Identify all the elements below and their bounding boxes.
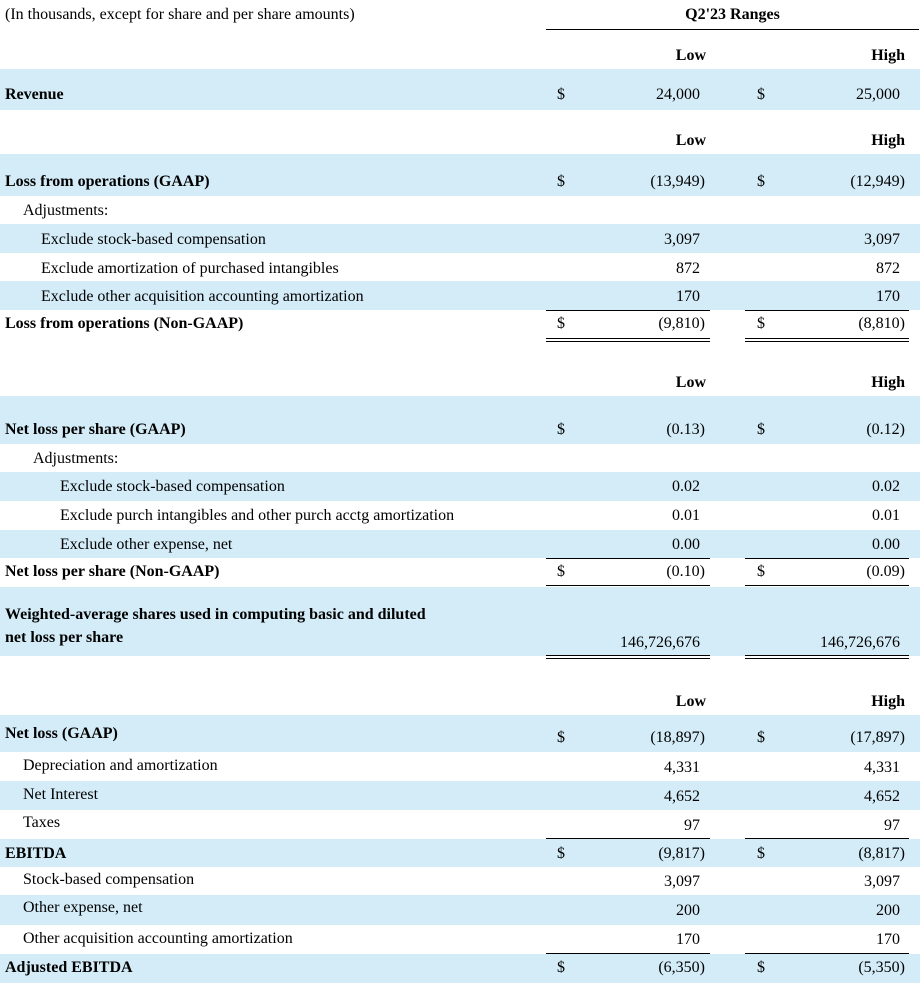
row-label: Weighted-average shares used in computing basic and diluted <box>5 606 426 623</box>
col-header-high: High <box>871 374 905 391</box>
value-high: 170 <box>876 931 900 948</box>
table-row-net-loss-gaap <box>0 715 920 752</box>
value-high: 97 <box>884 817 900 834</box>
currency-symbol: $ <box>557 173 565 190</box>
row-label: Net loss per share (GAAP) <box>5 421 186 438</box>
row-label: Exclude other expense, net <box>60 536 233 553</box>
table-row <box>0 472 920 501</box>
table-row-weighted-shares <box>0 587 920 656</box>
row-label: Exclude stock-based compensation <box>41 231 266 248</box>
currency-symbol: $ <box>557 563 565 580</box>
row-label: Revenue <box>5 86 64 103</box>
table-row-ops-gaap <box>0 154 920 196</box>
col-header-high: High <box>871 132 905 149</box>
table-row <box>0 752 920 781</box>
value-high: 146,726,676 <box>820 634 900 651</box>
row-label: Exclude other acquisition accounting amortization <box>41 288 364 305</box>
currency-symbol: $ <box>757 563 765 580</box>
range-title-rule <box>546 29 919 30</box>
total-double-rule <box>546 338 710 342</box>
value-low: 4,331 <box>664 759 700 776</box>
row-label: Other acquisition accounting amortization <box>23 930 293 947</box>
table-row-eps-non-gaap <box>0 559 920 587</box>
row-label: Depreciation and amortization <box>23 757 218 774</box>
currency-symbol: $ <box>757 173 765 190</box>
value-low: (9,817) <box>658 845 705 862</box>
value-high: 0.02 <box>872 478 900 495</box>
value-low: 97 <box>684 817 700 834</box>
table-row-adjusted-ebitda <box>0 954 920 983</box>
value-high: (5,350) <box>858 959 905 976</box>
table-row <box>0 501 920 530</box>
value-high: 200 <box>876 902 900 919</box>
table-row <box>0 530 920 558</box>
col-header-low: Low <box>675 47 706 64</box>
value-high: 872 <box>876 260 900 277</box>
currency-symbol: $ <box>757 86 765 103</box>
row-label: Stock-based compensation <box>23 871 195 888</box>
row-label: Adjusted EBITDA <box>5 959 133 976</box>
currency-symbol: $ <box>557 421 565 438</box>
table-row-eps-gaap <box>0 396 920 444</box>
value-high: 4,331 <box>864 759 900 776</box>
row-label: Adjustments: <box>33 450 119 467</box>
table-row <box>0 224 920 253</box>
table-row-ops-adjustments-label <box>0 196 920 224</box>
table-row-eps-adjustments-label <box>0 444 920 472</box>
currency-symbol: $ <box>557 315 565 332</box>
col-header-low: Low <box>675 374 706 391</box>
value-low: 170 <box>676 288 700 305</box>
row-label: Net Interest <box>23 786 99 803</box>
value-low: (6,350) <box>658 959 705 976</box>
value-high: 25,000 <box>856 86 900 103</box>
table-row <box>0 895 920 925</box>
value-low: 3,097 <box>664 873 700 890</box>
value-low: (9,810) <box>658 315 705 332</box>
table-row-ebitda <box>0 839 920 867</box>
table-row <box>0 867 920 895</box>
value-low: (0.13) <box>666 421 705 438</box>
value-low: 200 <box>676 902 700 919</box>
value-low: (18,897) <box>650 729 705 746</box>
currency-symbol: $ <box>557 86 565 103</box>
table-row <box>0 781 920 810</box>
value-high: (8,817) <box>858 845 905 862</box>
value-low: 0.01 <box>672 507 700 524</box>
row-label: Exclude stock-based compensation <box>60 478 285 495</box>
row-label: Taxes <box>23 814 61 831</box>
value-high: 0.01 <box>872 507 900 524</box>
value-high: 3,097 <box>864 873 900 890</box>
value-low: 170 <box>676 931 700 948</box>
currency-symbol: $ <box>757 315 765 332</box>
col-header-high: High <box>871 693 905 710</box>
currency-symbol: $ <box>557 845 565 862</box>
table-row-ops-non-gaap <box>0 311 920 341</box>
table-row <box>0 253 920 281</box>
value-high: (0.09) <box>866 563 905 580</box>
value-low: (0.10) <box>666 563 705 580</box>
total-double-rule <box>745 338 909 342</box>
table-row <box>0 810 920 838</box>
currency-symbol: $ <box>557 729 565 746</box>
row-label: Exclude amortization of purchased intangibles <box>41 260 339 277</box>
col-header-low: Low <box>675 693 706 710</box>
currency-symbol: $ <box>557 959 565 976</box>
row-label: Loss from operations (Non-GAAP) <box>5 315 244 332</box>
value-low: 872 <box>676 260 700 277</box>
row-label: Net loss (GAAP) <box>5 725 118 742</box>
value-high: (8,810) <box>858 315 905 332</box>
row-label: Other expense, net <box>23 899 143 916</box>
currency-symbol: $ <box>757 421 765 438</box>
value-high: 170 <box>876 288 900 305</box>
units-note: (In thousands, except for share and per share amounts) <box>5 6 355 23</box>
value-high: 0.00 <box>872 536 900 553</box>
col-header-low: Low <box>675 132 706 149</box>
col-header-high: High <box>871 47 905 64</box>
row-label: Loss from operations (GAAP) <box>5 173 210 190</box>
currency-symbol: $ <box>757 729 765 746</box>
row-label: net loss per share <box>5 629 124 646</box>
subtotal-rule <box>546 585 710 586</box>
value-low: 3,097 <box>664 231 700 248</box>
table-row <box>0 281 920 310</box>
value-high: 3,097 <box>864 231 900 248</box>
row-label: Exclude purch intangibles and other purch acctg amortization <box>60 507 455 524</box>
value-low: 4,652 <box>664 788 700 805</box>
currency-symbol: $ <box>757 845 765 862</box>
table-row-revenue <box>0 69 920 110</box>
row-label: Net loss per share (Non-GAAP) <box>5 563 220 580</box>
value-low: 146,726,676 <box>620 634 700 651</box>
currency-symbol: $ <box>757 959 765 976</box>
value-low: 24,000 <box>656 86 700 103</box>
table-row <box>0 925 920 953</box>
range-title: Q2'23 Ranges <box>685 6 780 23</box>
total-double-rule <box>546 655 710 659</box>
row-label: Adjustments: <box>23 202 109 219</box>
value-low: 0.00 <box>672 536 700 553</box>
value-high: (17,897) <box>850 729 905 746</box>
subtotal-rule <box>745 585 909 586</box>
value-high: (12,949) <box>850 173 905 190</box>
value-low: (13,949) <box>650 173 705 190</box>
value-high: (0.12) <box>866 421 905 438</box>
value-low: 0.02 <box>672 478 700 495</box>
total-double-rule <box>745 655 909 659</box>
row-label: EBITDA <box>5 845 67 862</box>
value-high: 4,652 <box>864 788 900 805</box>
